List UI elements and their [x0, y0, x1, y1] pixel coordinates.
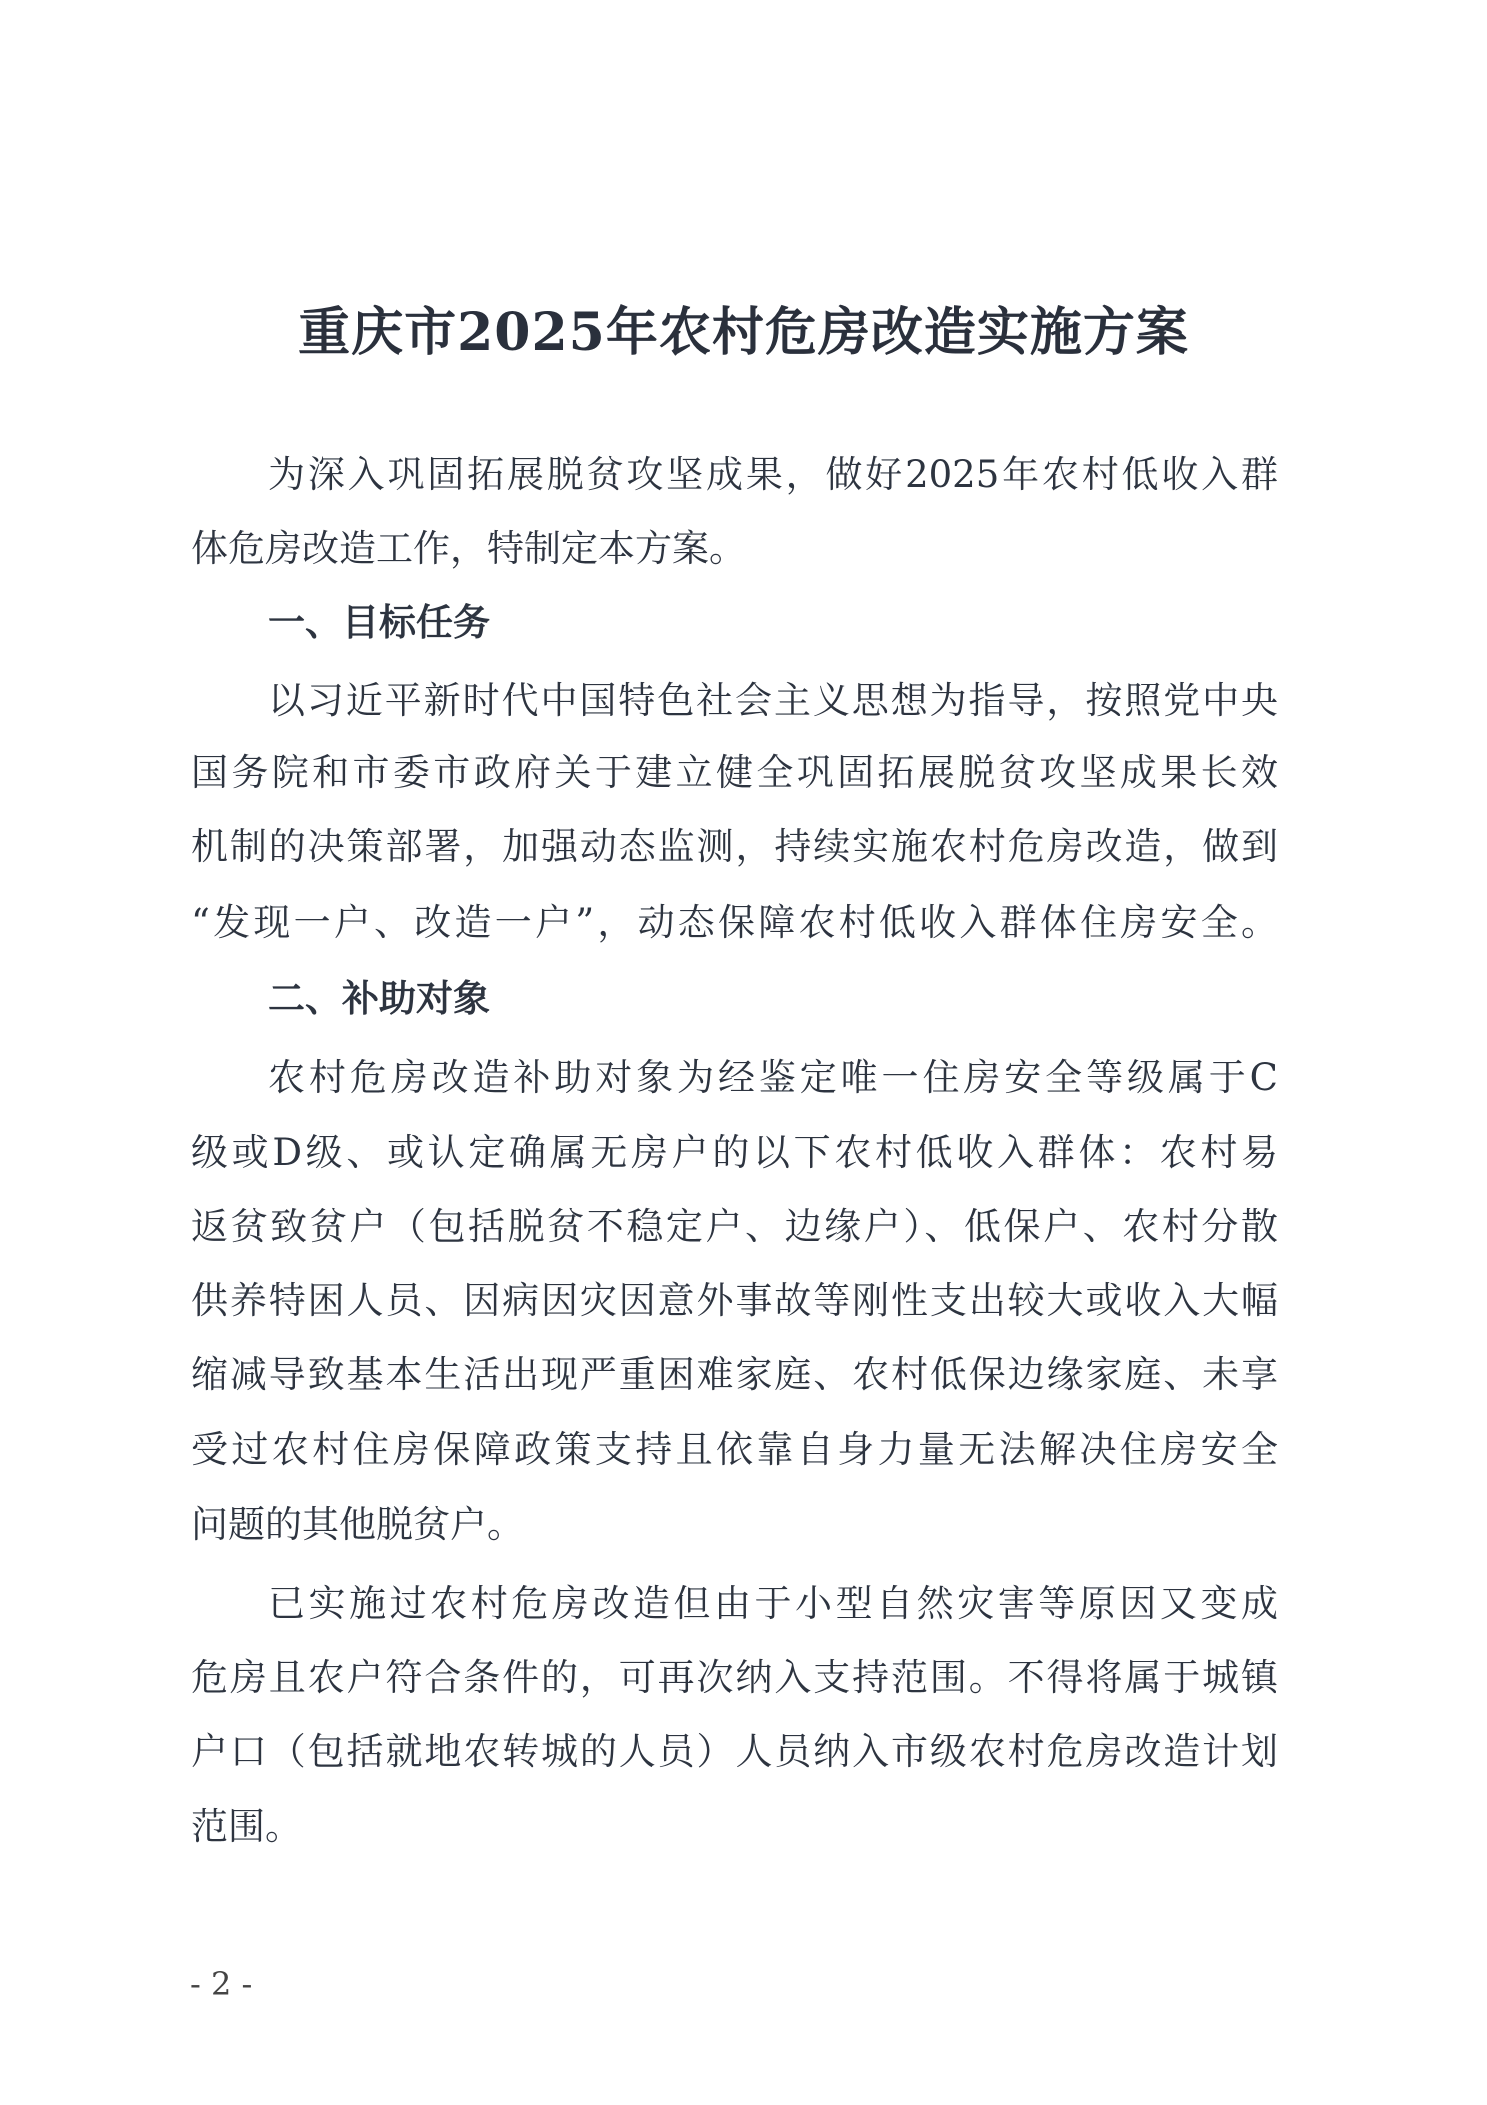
body-line: 已实施过农村危房改造但由于小型自然灾害等原因又变成 — [268, 1582, 1278, 1625]
body-line: 农村危房改造补助对象为经鉴定唯一住房安全等级属于C — [268, 1056, 1278, 1099]
section-heading-goals: 一、目标任务 — [268, 601, 490, 644]
body-line: 级或D级、或认定确属无房户的以下农村低收入群体：农村易 — [191, 1131, 1278, 1174]
body-line: 以习近平新时代中国特色社会主义思想为指导，按照党中央 — [268, 679, 1278, 722]
body-line: “发现一户、改造一户”，动态保障农村低收入群体住房安全。 — [191, 901, 1278, 944]
body-line: 问题的其他脱贫户。 — [191, 1503, 524, 1546]
body-line: 返贫致贫户（包括脱贫不稳定户、边缘户）、低保户、农村分散 — [191, 1205, 1278, 1248]
body-line: 范围。 — [191, 1805, 302, 1848]
page-number: - 2 - — [190, 1965, 253, 2003]
body-line: 缩减导致基本生活出现严重困难家庭、农村低保边缘家庭、未享 — [191, 1353, 1278, 1396]
body-line: 危房且农户符合条件的，可再次纳入支持范围。不得将属于城镇 — [191, 1656, 1278, 1699]
body-line: 受过农村住房保障政策支持且依靠自身力量无法解决住房安全 — [191, 1428, 1278, 1471]
body-line: 户口（包括就地农转城的人员）人员纳入市级农村危房改造计划 — [191, 1730, 1278, 1773]
intro-line: 为深入巩固拓展脱贫攻坚成果，做好2025年农村低收入群 — [268, 453, 1278, 496]
body-line: 机制的决策部署，加强动态监测，持续实施农村危房改造，做到 — [191, 825, 1278, 868]
document-title: 重庆市2025年农村危房改造实施方案 — [298, 302, 1189, 363]
section-heading-subsidy-targets: 二、补助对象 — [268, 977, 490, 1020]
body-line: 国务院和市委市政府关于建立健全巩固拓展脱贫攻坚成果长效 — [191, 751, 1278, 794]
body-line: 供养特困人员、因病因灾因意外事故等刚性支出较大或收入大幅 — [191, 1279, 1278, 1322]
intro-line: 体危房改造工作，特制定本方案。 — [191, 527, 746, 570]
